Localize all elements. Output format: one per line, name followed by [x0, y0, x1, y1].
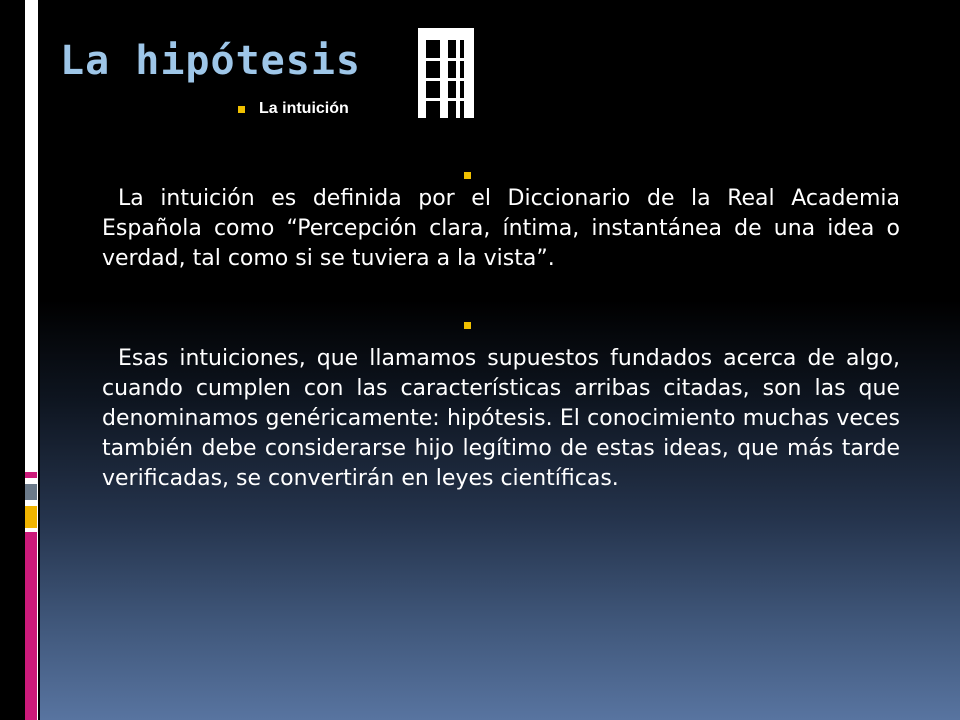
pink-accent-bar — [25, 532, 37, 720]
paragraph-definition: La intuición es definida por el Diccionario de la Real Academia Española como “Percepción clara, íntima, instantánea de una idea o verdad, tal como si se tuviera a la vista”. — [102, 186, 900, 271]
grid-corner-decoration-icon — [418, 18, 474, 118]
slide-title: La hipótesis — [60, 38, 361, 84]
pink-accent-small — [25, 472, 37, 478]
yellow-accent — [25, 506, 37, 528]
subtitle-row — [238, 100, 349, 118]
square-bullet-icon — [464, 172, 471, 179]
square-bullet-icon — [464, 322, 471, 329]
gray-accent — [25, 484, 37, 500]
left-gap — [38, 0, 40, 720]
paragraph-hypothesis: Esas intuiciones, que llamamos supuestos fundados acerca de algo, cuando cumplen con las características arribas citadas, son las que denominamos genéricamente: hipótesis. El conocimiento muchas veces también debe considerarse hijo legítimo de estas ideas, que más tarde verificadas, se convertirán en leyes científicas. — [102, 346, 900, 491]
square-bullet-icon — [238, 106, 245, 113]
slide-subtitle: La intuición — [259, 100, 349, 117]
